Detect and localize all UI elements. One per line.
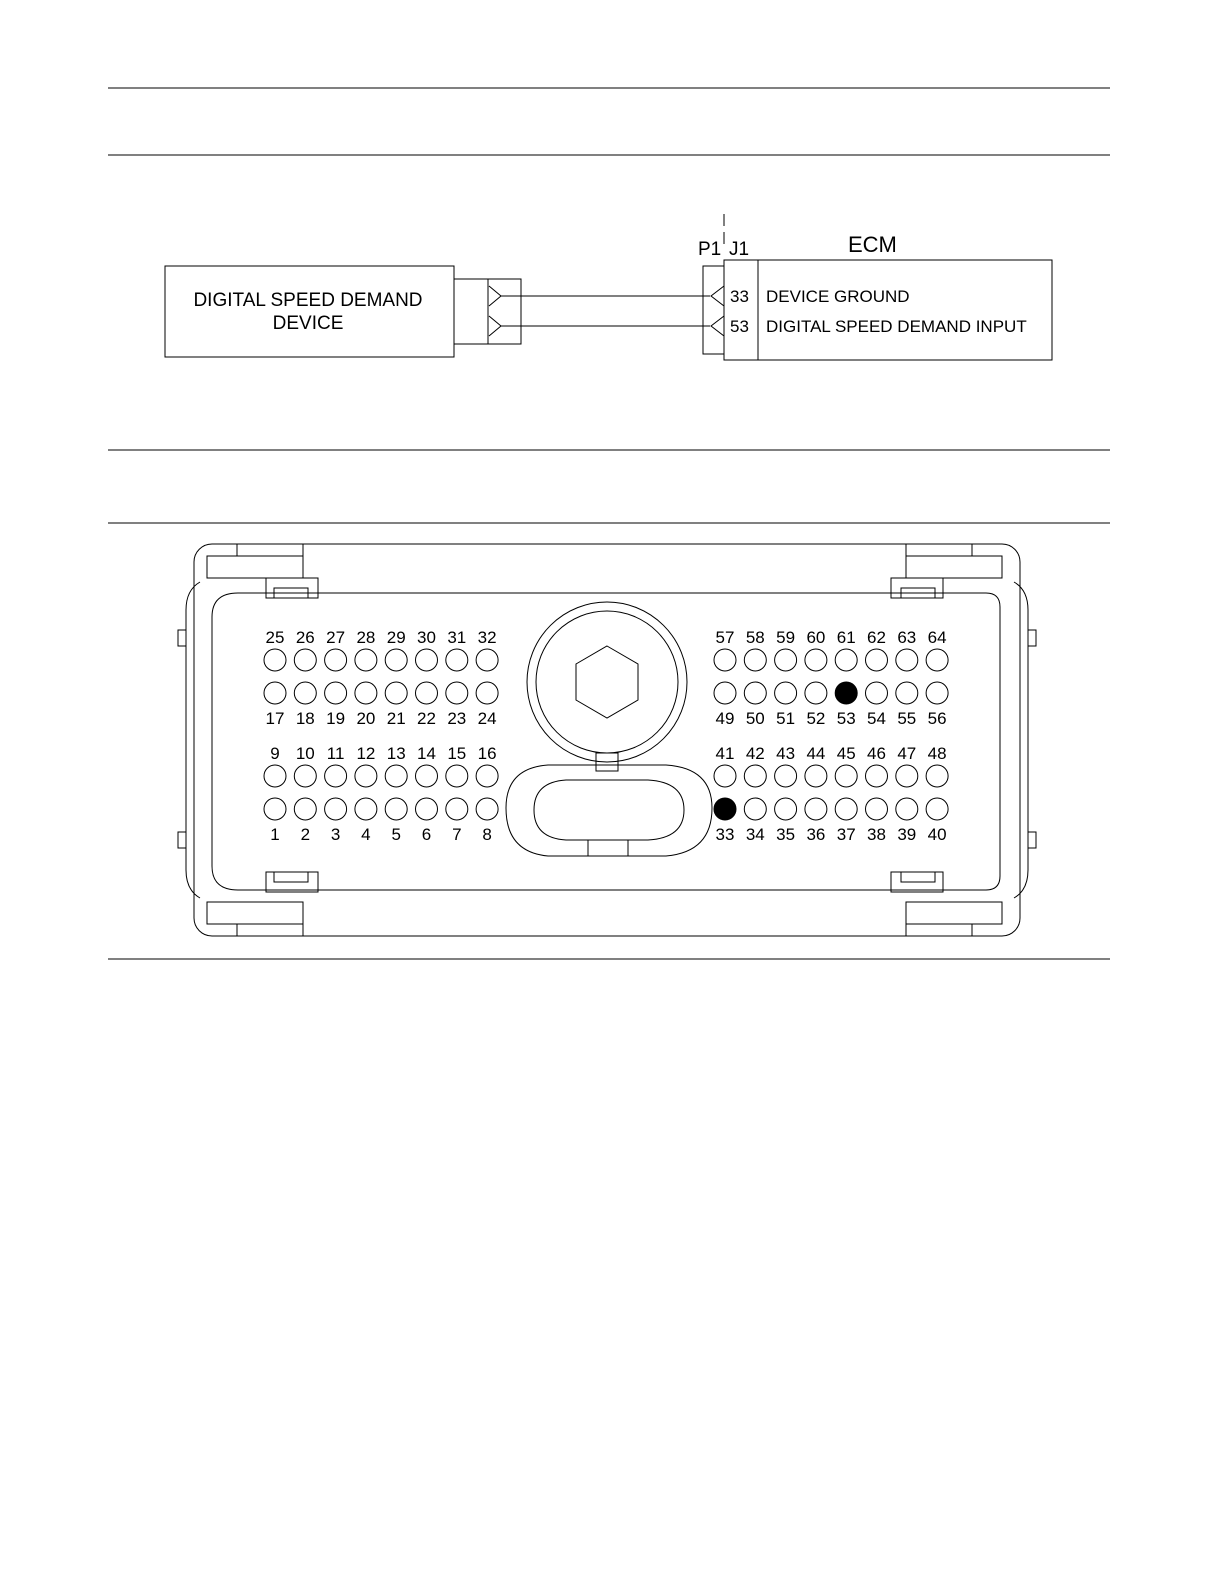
pin-12-label: 12: [356, 744, 376, 763]
pin-36-label: 36: [806, 825, 826, 844]
pin-61-label: 61: [836, 628, 856, 647]
pin-37-label: 37: [836, 825, 856, 844]
pin-39-label: 39: [897, 825, 917, 844]
pin-44-label: 44: [806, 744, 826, 763]
pin-55: [896, 682, 918, 704]
section-rules: [108, 88, 1110, 959]
pin-16-label: 16: [477, 744, 497, 763]
pin-50-label: 50: [745, 709, 765, 728]
pin-49: [714, 682, 736, 704]
speed-demand-input-label: DIGITAL SPEED DEMAND INPUT: [766, 317, 1027, 336]
p1-pin-53-marker: [711, 316, 724, 336]
pin-1-label: 1: [270, 825, 280, 844]
wiring-schematic: [165, 214, 1052, 360]
pin-9: [264, 765, 286, 787]
pin-23: [446, 682, 468, 704]
device-ground-label: DEVICE GROUND: [766, 287, 910, 306]
connector-pins: [264, 628, 948, 844]
pin-32: [476, 649, 498, 671]
pin-42-label: 42: [745, 744, 765, 763]
pin-11-label: 11: [326, 744, 345, 763]
jackscrew-inner-ring: [536, 611, 678, 753]
pin-14: [416, 765, 438, 787]
p1-pin-33-marker: [711, 286, 724, 306]
pin-20: [355, 682, 377, 704]
pin-5-label: 5: [391, 825, 401, 844]
polarizing-key-outer: [506, 765, 712, 856]
pin-29: [385, 649, 407, 671]
pin-24: [476, 682, 498, 704]
pin-42: [744, 765, 766, 787]
latch-top-left: [207, 544, 318, 598]
pin-31-label: 31: [447, 628, 467, 647]
pin-6-label: 6: [421, 825, 432, 844]
pin-26: [294, 649, 316, 671]
pin-63-label: 63: [897, 628, 917, 647]
pin-61: [835, 649, 857, 671]
pin-27-label: 27: [326, 628, 346, 647]
pin-16: [476, 765, 498, 787]
latch-bottom-left: [207, 872, 318, 936]
pin-46: [866, 765, 888, 787]
pin-60: [805, 649, 827, 671]
center-jackscrew: [527, 602, 687, 771]
polarizing-key-inner: [534, 780, 684, 840]
pin-46-label: 46: [867, 744, 886, 763]
pin-3-label: 3: [330, 825, 341, 844]
pin-50: [744, 682, 766, 704]
pin-21-label: 21: [386, 709, 406, 728]
pin-23-label: 23: [447, 709, 467, 728]
pin-28-label: 28: [356, 628, 376, 647]
pin-53-label: 53: [836, 709, 856, 728]
pin-25: [264, 649, 286, 671]
pin-48-label: 48: [927, 744, 947, 763]
pin-22-label: 22: [417, 709, 436, 728]
latch-top-right: [891, 544, 1002, 598]
pin-64: [926, 649, 948, 671]
pin-13-label: 13: [386, 744, 406, 763]
pin-45: [835, 765, 857, 787]
pin-17-label: 17: [265, 709, 285, 728]
pin-35: [775, 798, 797, 820]
pin-18-label: 18: [295, 709, 315, 728]
pin-29-label: 29: [386, 628, 406, 647]
pin-10: [294, 765, 316, 787]
pin-9-label: 9: [270, 744, 280, 763]
pin-33-label: 33: [715, 825, 735, 844]
device-label-line1: DIGITAL SPEED DEMAND: [193, 290, 423, 311]
pin-33-highlighted: [714, 798, 736, 820]
pin-63: [896, 649, 918, 671]
pin-21: [385, 682, 407, 704]
pin-41: [714, 765, 736, 787]
pin-41-label: 41: [715, 744, 735, 763]
ecm-pin-53-label: 53: [730, 317, 749, 336]
pin-53-highlighted: [835, 682, 857, 704]
pin-18: [294, 682, 316, 704]
left-key-lower: [178, 832, 186, 848]
pin-47: [896, 765, 918, 787]
pin-19: [325, 682, 347, 704]
pin-45-label: 45: [836, 744, 856, 763]
pin-8-label: 8: [482, 825, 492, 844]
right-key-lower: [1028, 832, 1036, 848]
p1-plug-body: [703, 266, 724, 354]
pin-25-label: 25: [265, 628, 285, 647]
pin-30-label: 30: [417, 628, 436, 647]
pin-59: [775, 649, 797, 671]
pin-39: [896, 798, 918, 820]
pin-5: [385, 798, 407, 820]
latch-bottom-right: [891, 872, 1002, 936]
pin-14-label: 14: [417, 744, 436, 763]
pin-47-label: 47: [897, 744, 917, 763]
speed-demand-device-box: [165, 266, 454, 357]
ecm-j1-connector-face: [178, 544, 1036, 936]
right-side-rail: [1014, 582, 1028, 898]
pin-49-label: 49: [715, 709, 735, 728]
pin-31: [446, 649, 468, 671]
pin-15-label: 15: [447, 744, 467, 763]
pin-24-label: 24: [477, 709, 497, 728]
left-key-upper: [178, 630, 186, 646]
pin-35-label: 35: [776, 825, 796, 844]
pin-62-label: 62: [867, 628, 886, 647]
pin-56-label: 56: [927, 709, 947, 728]
pin-55-label: 55: [897, 709, 917, 728]
pin-58: [744, 649, 766, 671]
device-connector-body: [454, 279, 488, 344]
pin-30: [416, 649, 438, 671]
pin-54-label: 54: [867, 709, 886, 728]
pin-34-label: 34: [745, 825, 765, 844]
pin-8: [476, 798, 498, 820]
pin-32-label: 32: [477, 628, 497, 647]
pin-43: [775, 765, 797, 787]
pin-6: [416, 798, 438, 820]
pin-38-label: 38: [867, 825, 886, 844]
pin-57: [714, 649, 736, 671]
pin-3: [325, 798, 347, 820]
pin-60-label: 60: [806, 628, 826, 647]
pin-57-label: 57: [715, 628, 735, 647]
pin-26-label: 26: [295, 628, 315, 647]
pin-13: [385, 765, 407, 787]
pin-58-label: 58: [745, 628, 765, 647]
pin-37: [835, 798, 857, 820]
pin-4: [355, 798, 377, 820]
pin-52-label: 52: [806, 709, 826, 728]
pin-27: [325, 649, 347, 671]
ecm-label: ECM: [848, 232, 897, 257]
device-pin-53-marker: [489, 316, 501, 336]
right-key-upper: [1028, 630, 1036, 646]
pin-48: [926, 765, 948, 787]
pin-40-label: 40: [927, 825, 947, 844]
p1-label: P1: [698, 239, 722, 260]
left-side-rail: [186, 582, 200, 898]
pin-36: [805, 798, 827, 820]
pin-51-label: 51: [776, 709, 796, 728]
device-pin-33-marker: [489, 286, 501, 306]
center-polarizing-key: [506, 765, 712, 856]
pin-52: [805, 682, 827, 704]
pin-20-label: 20: [356, 709, 376, 728]
jackscrew-hex-icon: [576, 646, 638, 718]
pin-54: [866, 682, 888, 704]
pin-43-label: 43: [776, 744, 796, 763]
pin-51: [775, 682, 797, 704]
pin-59-label: 59: [776, 628, 796, 647]
pin-2-label: 2: [300, 825, 311, 844]
ecm-box: [724, 260, 1052, 360]
ecm-pin-33-label: 33: [730, 287, 749, 306]
pin-11: [325, 765, 347, 787]
pin-7: [446, 798, 468, 820]
pin-22: [416, 682, 438, 704]
pin-17: [264, 682, 286, 704]
pin-19-label: 19: [326, 709, 346, 728]
jackscrew-outer-ring: [527, 602, 687, 762]
pin-12: [355, 765, 377, 787]
pin-34: [744, 798, 766, 820]
pin-15: [446, 765, 468, 787]
pin-56: [926, 682, 948, 704]
pin-4-label: 4: [361, 825, 371, 844]
pin-38: [866, 798, 888, 820]
pin-40: [926, 798, 948, 820]
pin-44: [805, 765, 827, 787]
device-label-line2: DEVICE: [272, 313, 344, 334]
pin-62: [866, 649, 888, 671]
pin-64-label: 64: [927, 628, 947, 647]
pin-1: [264, 798, 286, 820]
pin-10-label: 10: [295, 744, 315, 763]
j1-label: J1: [729, 239, 750, 260]
pin-28: [355, 649, 377, 671]
pin-2: [294, 798, 316, 820]
pin-7-label: 7: [452, 825, 462, 844]
schematic-labels: [193, 232, 1026, 336]
